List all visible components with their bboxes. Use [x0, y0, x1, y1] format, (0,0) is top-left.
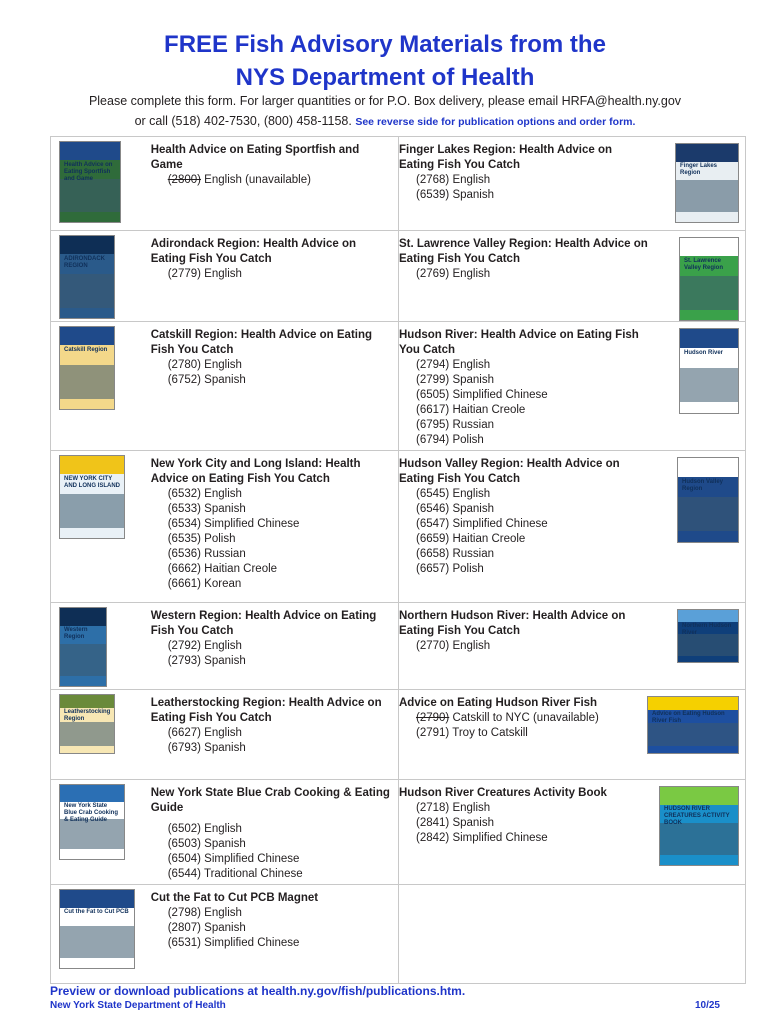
- publication-option: [168, 547, 394, 562]
- publication-language: Spanish: [204, 503, 246, 515]
- western-region-cover: [59, 607, 107, 687]
- publication-code: (6793): [167, 742, 201, 754]
- publication-cell: [51, 322, 399, 450]
- publication-language: Catskill to NYC (unavailable): [452, 712, 599, 724]
- publication-option: [416, 388, 650, 403]
- publication-language: Russian: [452, 419, 495, 431]
- publication-option: [416, 418, 650, 433]
- publication-row: [51, 137, 745, 231]
- cover-title: HUDSON RIVER CREATURES ACTIVITY BOOK: [664, 806, 730, 826]
- publication-option: [416, 562, 650, 577]
- cover-title: ADIRONDACK REGION: [64, 256, 105, 269]
- publication-code: (6627): [167, 727, 201, 739]
- publication-option: [168, 654, 394, 669]
- publication-language: Haitian Creole: [452, 533, 526, 545]
- pcb-magnet-cover: [59, 889, 135, 969]
- publication-code: (6794): [416, 434, 450, 446]
- download-link[interactable]: Preview or download publications at health.ny.gov/fish/publications.htm.: [50, 984, 466, 998]
- publication-language: Spanish: [204, 922, 246, 934]
- publication-code: (6502): [167, 823, 201, 835]
- publication-language: English: [452, 359, 491, 371]
- publication-cell: [399, 690, 745, 779]
- publication-code: (6531): [167, 937, 201, 949]
- hudson-river-cover: [679, 328, 739, 414]
- publication-cell: [399, 885, 745, 983]
- creatures-activity-cover: [659, 786, 739, 866]
- publication-row: [51, 322, 745, 451]
- publication-language: English: [204, 488, 242, 500]
- publication-title: Northern Hudson River: Health Advice on Eating Fish You Catch: [399, 610, 626, 637]
- publication-cell: [399, 231, 745, 321]
- publication-code: (6504): [167, 853, 201, 865]
- publication-code: (6752): [167, 374, 201, 386]
- publication-language: Simplified Chinese: [452, 389, 548, 401]
- publication-language: Simplified Chinese: [452, 832, 548, 844]
- publication-title: Catskill Region: Health Advice on Eating Fish You Catch: [150, 329, 373, 356]
- cover-title: Hudson River: [684, 350, 724, 356]
- publication-option: [168, 358, 394, 373]
- publication-cell: [51, 137, 399, 230]
- cover-title: Hudson Valley Region: [682, 479, 724, 492]
- publication-cell: [51, 451, 399, 602]
- publication-language: Spanish: [204, 655, 246, 667]
- cover-title: Health Advice on Eating Sportfish and Game: [64, 162, 113, 182]
- publication-code: (2768): [416, 174, 450, 186]
- publication-code: (6546): [416, 503, 450, 515]
- publication-row: [51, 451, 745, 603]
- publication-row: [51, 603, 745, 690]
- publication-language: Polish: [452, 563, 484, 575]
- publication-cell: [399, 603, 745, 689]
- publication-cell: [399, 322, 745, 450]
- publication-code: (2790): [416, 712, 450, 724]
- publication-language: English: [452, 174, 491, 186]
- publication-code: (6658): [416, 548, 450, 560]
- publication-code: (2793): [167, 655, 201, 667]
- publication-cell: [51, 885, 399, 983]
- publication-code: (6661): [167, 578, 201, 590]
- publication-option: [168, 267, 394, 282]
- footer-date: 10/25: [694, 1000, 720, 1011]
- publication-option: [168, 837, 394, 852]
- publication-option: [168, 822, 394, 837]
- publication-code: (6795): [416, 419, 450, 431]
- publication-language: English: [452, 488, 491, 500]
- page-title-line1: FREE Fish Advisory Materials from the: [164, 31, 606, 58]
- cover-title: Advice on Eating Hudson River Fish: [652, 711, 725, 724]
- publication-language: Simplified Chinese: [204, 518, 300, 530]
- publication-option: [168, 173, 394, 188]
- publication-code: (2780): [167, 359, 201, 371]
- publication-row: [51, 231, 745, 322]
- publication-language: English: [452, 268, 491, 280]
- publication-language: English: [204, 823, 242, 835]
- publication-option: [416, 188, 650, 203]
- publication-code: (6657): [416, 563, 450, 575]
- publication-language: English: [204, 268, 242, 280]
- cover-title: New York State Blue Crab Cooking & Eating Guide: [64, 803, 119, 823]
- northern-hudson-cover: [677, 609, 739, 663]
- publication-language: Traditional Chinese: [203, 868, 303, 880]
- publication-code: (6547): [416, 518, 450, 530]
- publication-code: (6662): [167, 563, 201, 575]
- publication-option: [168, 577, 394, 592]
- publication-option: [168, 741, 394, 756]
- publication-code: (6617): [416, 404, 450, 416]
- cover-title: Western Region: [64, 627, 88, 640]
- publication-title: Finger Lakes Region: Health Advice on Eating Fish You Catch: [399, 144, 613, 171]
- publication-language: Spanish: [204, 742, 246, 754]
- publication-code: (6544): [167, 868, 201, 880]
- publication-cell: [51, 690, 399, 779]
- publication-language: English: [452, 802, 491, 814]
- publication-option: [416, 502, 650, 517]
- publication-title: Advice on Eating Hudson River Fish: [399, 697, 598, 709]
- publication-cell: [51, 603, 399, 689]
- publication-option: [416, 358, 650, 373]
- publication-code: (6505): [416, 389, 450, 401]
- publication-code: (6539): [416, 189, 450, 201]
- publication-title: New York State Blue Crab Cooking & Eating Guide: [150, 787, 390, 814]
- nyc-long-island-cover: [59, 455, 125, 539]
- publication-language: English: [204, 727, 242, 739]
- catskill-cover: [59, 326, 115, 410]
- publication-option: [168, 726, 394, 741]
- publication-language: Simplified Chinese: [204, 853, 300, 865]
- publication-title: Adirondack Region: Health Advice on Eating Fish You Catch: [150, 238, 357, 265]
- publication-option: [416, 726, 650, 741]
- publication-option: [416, 831, 650, 846]
- publication-code: (2798): [167, 907, 201, 919]
- publication-option: [416, 487, 650, 502]
- publication-language: Spanish: [452, 817, 495, 829]
- publication-option: [416, 711, 650, 726]
- publication-code: (6536): [167, 548, 201, 560]
- publication-option: [168, 373, 394, 388]
- publication-language: English (unavailable): [204, 174, 311, 186]
- publication-language: English: [452, 640, 491, 652]
- publication-option: [416, 517, 650, 532]
- publication-option: [416, 373, 650, 388]
- publication-language: Spanish: [452, 189, 495, 201]
- publication-language: Spanish: [452, 503, 495, 515]
- publication-option: [416, 403, 650, 418]
- publication-language: Russian: [204, 548, 246, 560]
- publication-row: [51, 780, 745, 885]
- publication-code: (2770): [416, 640, 450, 652]
- publication-language: English: [204, 359, 242, 371]
- publication-title: Western Region: Health Advice on Eating Fish You Catch: [150, 610, 377, 637]
- publication-option: [168, 532, 394, 547]
- cover-title: Cut the Fat to Cut PCB: [64, 909, 129, 915]
- publication-code: (6534): [167, 518, 201, 530]
- publication-code: (2718): [416, 802, 450, 814]
- publication-row: [51, 885, 745, 983]
- page-title-line2: NYS Department of Health: [235, 64, 535, 91]
- publication-language: Polish: [452, 434, 484, 446]
- reverse-side-note: See reverse side for publication options and order form.: [355, 116, 636, 128]
- publication-code: (2807): [167, 922, 201, 934]
- publication-title: Leatherstocking Region: Health Advice on Eating Fish You Catch: [150, 697, 382, 724]
- publication-language: Polish: [204, 533, 236, 545]
- publication-option: [168, 487, 394, 502]
- publication-option: [168, 502, 394, 517]
- publication-language: English: [204, 907, 242, 919]
- sportfish-game-cover: [59, 141, 121, 223]
- intro-text-line1: Please complete this form. For larger quantities or for P.O. Box delivery, please email HRFA@health.ny.gov: [88, 94, 682, 108]
- publication-cell: [399, 137, 745, 230]
- publication-option: [168, 906, 394, 921]
- publication-option: [416, 639, 650, 654]
- adirondack-cover: [59, 235, 115, 319]
- publication-option: [168, 936, 394, 951]
- publication-language: English: [204, 640, 242, 652]
- publication-language: Troy to Catskill: [452, 727, 528, 739]
- publication-option: [416, 816, 650, 831]
- cover-title: Leatherstocking Region: [64, 709, 111, 722]
- st-lawrence-cover: [679, 237, 739, 321]
- publication-option: [168, 867, 394, 882]
- publication-title: St. Lawrence Valley Region: Health Advice on Eating Fish You Catch: [399, 238, 648, 265]
- publication-option: [168, 852, 394, 867]
- publication-cell: [51, 780, 399, 884]
- publication-language: Simplified Chinese: [204, 937, 300, 949]
- publication-code: (2792): [167, 640, 201, 652]
- publication-code: (2799): [416, 374, 450, 386]
- publication-cell: [399, 780, 745, 884]
- publication-option: [168, 517, 394, 532]
- publication-code: (6532): [167, 488, 201, 500]
- hudson-river-fish-cover: [647, 696, 739, 754]
- cover-title: Catskill Region: [64, 347, 108, 353]
- publication-option: [416, 267, 650, 282]
- publication-language: Haitian Creole: [204, 563, 278, 575]
- cover-title: St. Lawrence Valley Region: [684, 258, 724, 271]
- publication-option: [416, 547, 650, 562]
- publication-language: Spanish: [204, 838, 246, 850]
- cover-title: NEW YORK CITY AND LONG ISLAND: [64, 476, 120, 489]
- publication-language: Simplified Chinese: [452, 518, 548, 530]
- intro-text-line2: [0, 114, 770, 128]
- publication-cell: [399, 451, 745, 602]
- publication-option: [168, 921, 394, 936]
- publication-code: (2842): [416, 832, 450, 844]
- publications-grid: [50, 136, 746, 984]
- publication-option: [416, 532, 650, 547]
- publication-title: Cut the Fat to Cut PCB Magnet: [150, 892, 319, 904]
- publication-language: Spanish: [452, 374, 495, 386]
- footer-organization: New York State Department of Health: [50, 1000, 226, 1011]
- finger-lakes-cover: [675, 143, 739, 223]
- publication-option: [416, 173, 650, 188]
- publication-code: (6659): [416, 533, 450, 545]
- intro-contact: or call (518) 402-7530, (800) 458-1158.: [134, 114, 352, 128]
- cover-title: Northern Hudson River: [682, 623, 732, 636]
- blue-crab-cover: [59, 784, 125, 860]
- publication-option: [416, 433, 650, 448]
- publication-code: (2800): [167, 174, 201, 186]
- publication-code: (2779): [167, 268, 201, 280]
- publication-option: [416, 801, 650, 816]
- publication-language: Korean: [204, 578, 242, 590]
- publication-language: Spanish: [204, 374, 246, 386]
- hudson-valley-cover: [677, 457, 739, 543]
- publication-title: Hudson River Creatures Activity Book: [399, 787, 607, 799]
- publication-code: (2841): [416, 817, 450, 829]
- publication-title: New York City and Long Island: Health Advice on Eating Fish You Catch: [150, 458, 361, 485]
- publication-code: (6535): [167, 533, 201, 545]
- publication-cell: [51, 231, 399, 321]
- publication-row: [51, 690, 745, 780]
- publication-code: (2794): [416, 359, 450, 371]
- cover-title: Finger Lakes Region: [680, 163, 718, 176]
- publication-title: Health Advice on Eating Sportfish and Game: [150, 144, 360, 171]
- leatherstocking-cover: [59, 694, 115, 754]
- publication-code: (6533): [167, 503, 201, 515]
- publication-language: Russian: [452, 548, 495, 560]
- publication-language: Haitian Creole: [452, 404, 526, 416]
- publication-code: (2769): [416, 268, 450, 280]
- publication-title: Hudson River: Health Advice on Eating Fish You Catch: [399, 329, 639, 356]
- publication-title: Hudson Valley Region: Health Advice on Eating Fish You Catch: [399, 458, 620, 485]
- publication-code: (2791): [416, 727, 450, 739]
- publication-option: [168, 562, 394, 577]
- publication-code: (6545): [416, 488, 450, 500]
- publication-option: [168, 639, 394, 654]
- publication-code: (6503): [167, 838, 201, 850]
